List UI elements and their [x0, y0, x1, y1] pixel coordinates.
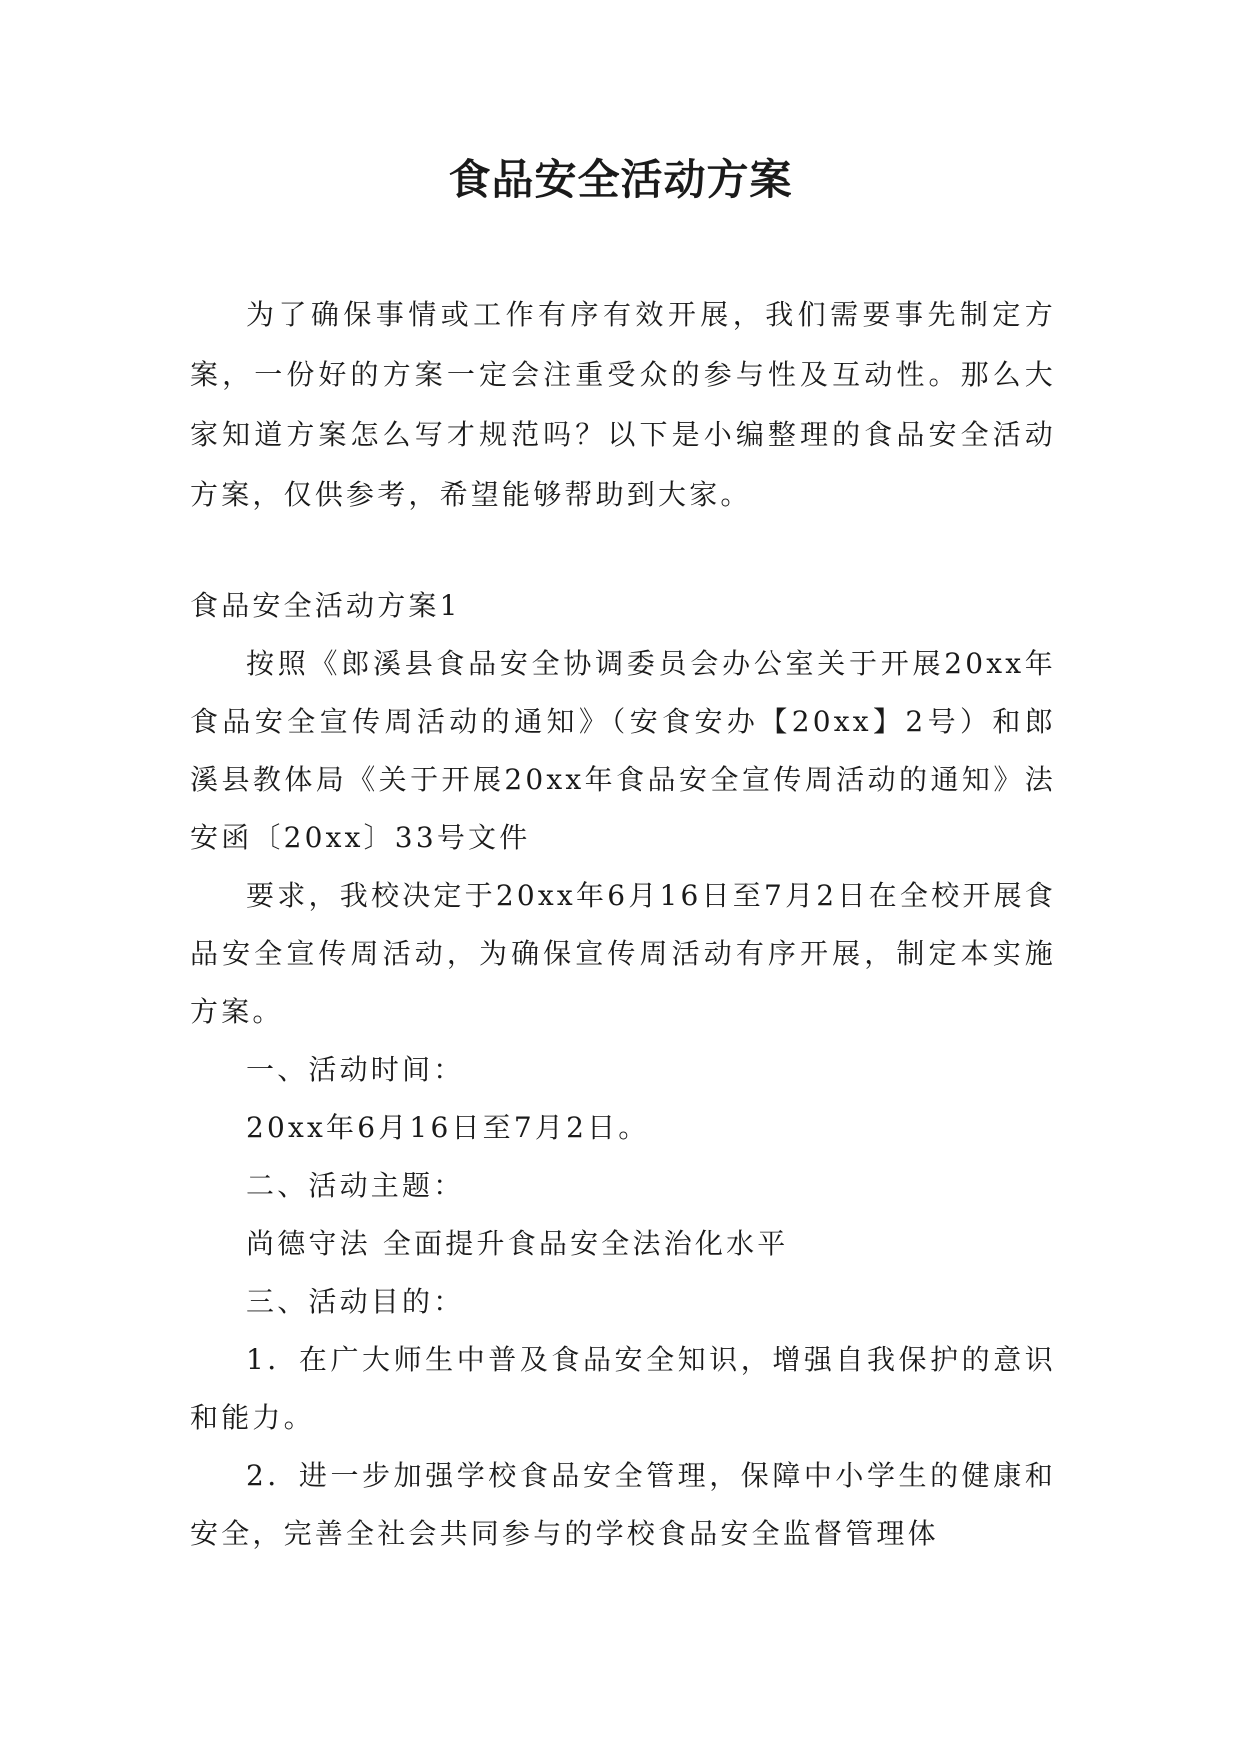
paragraph-purpose-1: 1．在广大师生中普及食品安全知识，增强自我保护的意识和能力。: [190, 1343, 1056, 1434]
intro-paragraph: 为了确保事情或工作有序有效开展，我们需要事先制定方案，一份好的方案一定会注重受众的参与性及互动性。那么大家知道方案怎么写才规范吗？以下是小编整理的食品安全活动方案，仅供参考，希望能够帮助到大家。: [190, 298, 1056, 511]
document-body: [190, 285, 1056, 1563]
paragraph-requirement: 要求，我校决定于20xx年6月16日至7月2日在全校开展食品安全宣传周活动，为确保宣传周活动有序开展，制定本实施方案。: [190, 879, 1056, 1028]
heading-activity-purpose: 三、活动目的：: [246, 1285, 465, 1318]
paragraph-notice: 按照《郎溪县食品安全协调委员会办公室关于开展20xx年食品安全宣传周活动的通知》（安食安办【20xx】2号）和郎溪县教体局《关于开展20xx年食品安全宣传周活动的通知》法安函〔20xx〕33号文件: [190, 647, 1056, 854]
heading-activity-theme: 二、活动主题：: [246, 1169, 465, 1202]
paragraph-purpose-2: 2．进一步加强学校食品安全管理，保障中小学生的健康和安全，完善全社会共同参与的学校食品安全监督管理体: [190, 1459, 1056, 1550]
heading-activity-time: 一、活动时间：: [246, 1053, 465, 1086]
paragraph-activity-theme: 尚德守法 全面提升食品安全法治化水平: [246, 1227, 789, 1260]
document-title: 食品安全活动方案: [448, 155, 793, 204]
section-heading: 食品安全活动方案1: [190, 589, 461, 622]
paragraph-activity-time: 20xx年6月16日至7月2日。: [246, 1111, 650, 1144]
